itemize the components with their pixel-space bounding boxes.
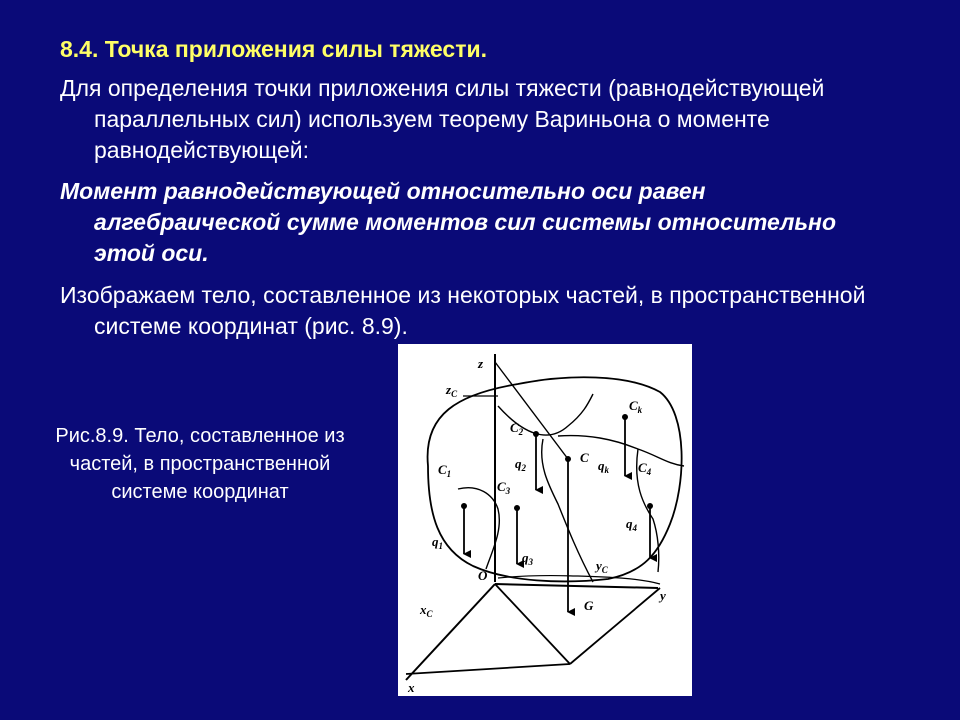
label-o: O (478, 568, 488, 583)
c-line (495, 362, 568, 459)
label-c4: $C_4$ (638, 460, 652, 477)
force-q1 (461, 503, 467, 554)
label-x: x (408, 680, 415, 695)
label-c1: $C_1$ (438, 462, 452, 479)
force-q3 (514, 505, 520, 564)
label-xc: $x_C$ (420, 602, 433, 619)
label-zc: $z_C$ (446, 382, 458, 399)
label-q4: $q_4$ (626, 516, 637, 533)
label-y: y (660, 588, 666, 603)
label-qk: $q_k$ (598, 458, 609, 475)
label-yc: $y_C$ (596, 558, 608, 575)
label-q2: $q_2$ (515, 456, 526, 473)
label-ck: $C_k$ (629, 398, 643, 415)
label-q3: $q_3$ (522, 550, 533, 567)
intro-paragraph: Для определения точки приложения силы тяжести (равнодействующей параллельных сил) используем теорему Вариньона о моменте равнодействующей: (60, 75, 825, 163)
body-description: Изображаем тело, составленное из некоторых частей, в пространственной системе координат (рис. 8.9). (60, 282, 866, 339)
label-q1: $q_1$ (432, 534, 443, 551)
x-axis (406, 584, 495, 680)
partition-line (558, 436, 684, 466)
label-g: G (584, 598, 594, 613)
label-c3: $C_3$ (497, 479, 511, 496)
projection-line (495, 584, 570, 664)
label-c: C (580, 450, 589, 465)
projection-line (406, 664, 570, 674)
body-outline (428, 377, 682, 581)
y-axis (495, 584, 658, 588)
label-z: z (478, 356, 484, 371)
figure-drawing (398, 344, 692, 696)
theorem-statement: Момент равнодействующей относительно оси равен алгебраической сумме моментов сил системы относительно этой оси. (60, 178, 836, 266)
label-c2: $C_2$ (510, 420, 524, 437)
force-q2 (533, 431, 539, 490)
figure-8-9 (398, 344, 692, 696)
slide-title: 8.4. Точка приложения силы тяжести. (60, 36, 487, 62)
figure-caption: Рис.8.9. Тело, составленное из частей, в пространственной системе координат (55, 425, 345, 503)
